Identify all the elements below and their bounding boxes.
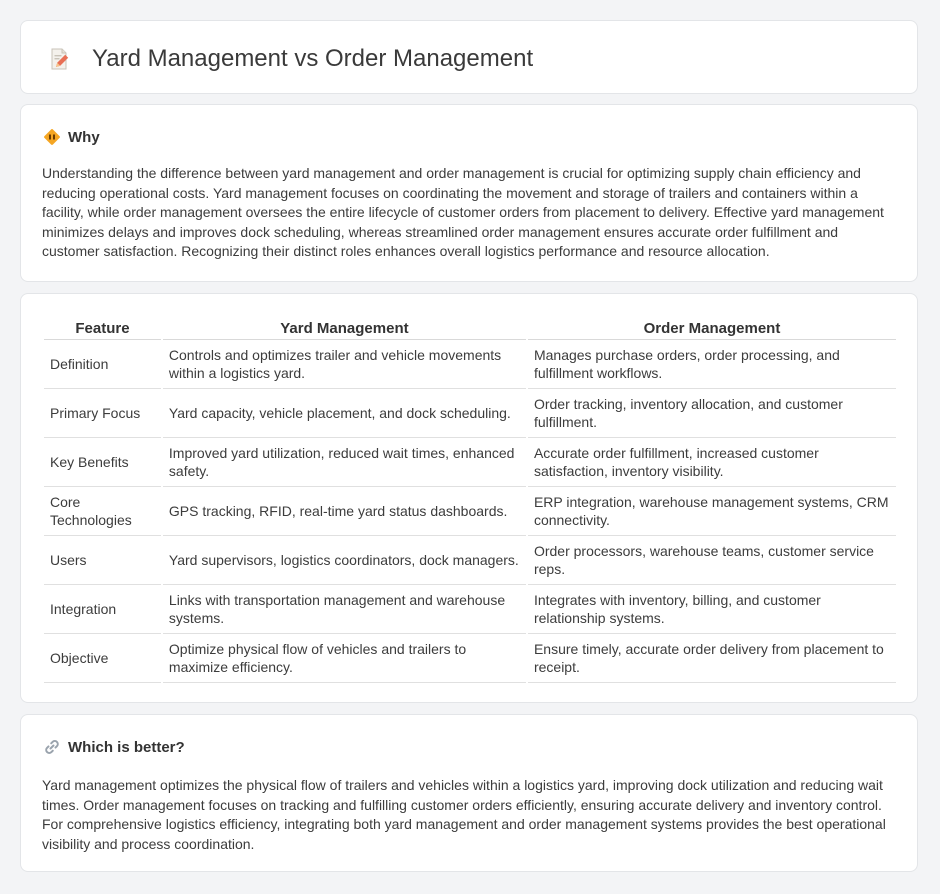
header-card [20,20,918,94]
better-heading-row [43,737,185,757]
yard-cell: Optimize physical flow of vehicles and trailers to maximize efficiency. [163,634,526,683]
feature-cell: Key Benefits [44,438,161,487]
feature-cell: Core Technologies [44,487,161,536]
order-cell: Manages purchase orders, order processing, and fulfillment workflows. [528,340,896,389]
order-cell: Integrates with inventory, billing, and customer relationship systems. [528,585,896,634]
yard-cell: Controls and optimizes trailer and vehicle movements within a logistics yard. [163,340,526,389]
table-row [44,634,896,683]
table-row [44,536,896,585]
header-feature: Feature [44,315,161,340]
table-row [44,340,896,389]
diamond-sign-icon [43,128,61,146]
yard-cell: GPS tracking, RFID, real-time yard status dashboards. [163,487,526,536]
table-row [44,389,896,438]
better-text: Yard management optimizes the physical flow of trailers and vehicles within a logistics yard, improving dock utilization and reducing wait times. Order management focuses on tracking and fulfilling customer orders efficiently, ensuring accurate delivery and inventory control. For comprehensive logistics efficiency, integrating both yard management and order management systems provides the best operational visibility and process coordination. [42,777,886,852]
order-cell: Ensure timely, accurate order delivery from placement to receipt. [528,634,896,683]
page-title: Yard Management vs Order Management [92,45,534,72]
table-row [44,438,896,487]
order-cell: Order tracking, inventory allocation, and customer fulfillment. [528,389,896,438]
which-is-better-section [20,714,918,872]
header-yard-management: Yard Management [163,315,526,340]
why-heading-row [43,127,100,147]
why-heading: Why [68,128,100,146]
document-pencil-icon [47,47,71,71]
yard-cell: Improved yard utilization, reduced wait times, enhanced safety. [163,438,526,487]
feature-cell: Objective [44,634,161,683]
order-cell: ERP integration, warehouse management systems, CRM connectivity. [528,487,896,536]
table-row [44,487,896,536]
feature-cell: Definition [44,340,161,389]
table-header-row [44,315,896,340]
better-heading: Which is better? [68,738,185,756]
why-section [20,104,918,282]
yard-cell: Links with transportation management and warehouse systems. [163,585,526,634]
comparison-section [20,293,918,703]
yard-cell: Yard capacity, vehicle placement, and dock scheduling. [163,389,526,438]
header-order-management: Order Management [528,315,896,340]
comparison-table [42,315,898,683]
why-text: Understanding the difference between yard management and order management is crucial for optimizing supply chain efficiency and reducing operational costs. Yard management focuses on coordinating the movement and storage of trailers and containers within a facility, while order management oversees the entire lifecycle of customer orders from placement to delivery. Effective yard management minimizes delays and improves dock scheduling, whereas streamlined order management ensures accurate order fulfillment and customer satisfaction. Recognizing their distinct roles enhances overall logistics performance and resource allocation. [42,165,884,260]
yard-cell: Yard supervisors, logistics coordinators, dock managers. [163,536,526,585]
link-icon [43,738,61,756]
feature-cell: Integration [44,585,161,634]
order-cell: Order processors, warehouse teams, customer service reps. [528,536,896,585]
order-cell: Accurate order fulfillment, increased customer satisfaction, inventory visibility. [528,438,896,487]
feature-cell: Users [44,536,161,585]
feature-cell: Primary Focus [44,389,161,438]
table-row [44,585,896,634]
